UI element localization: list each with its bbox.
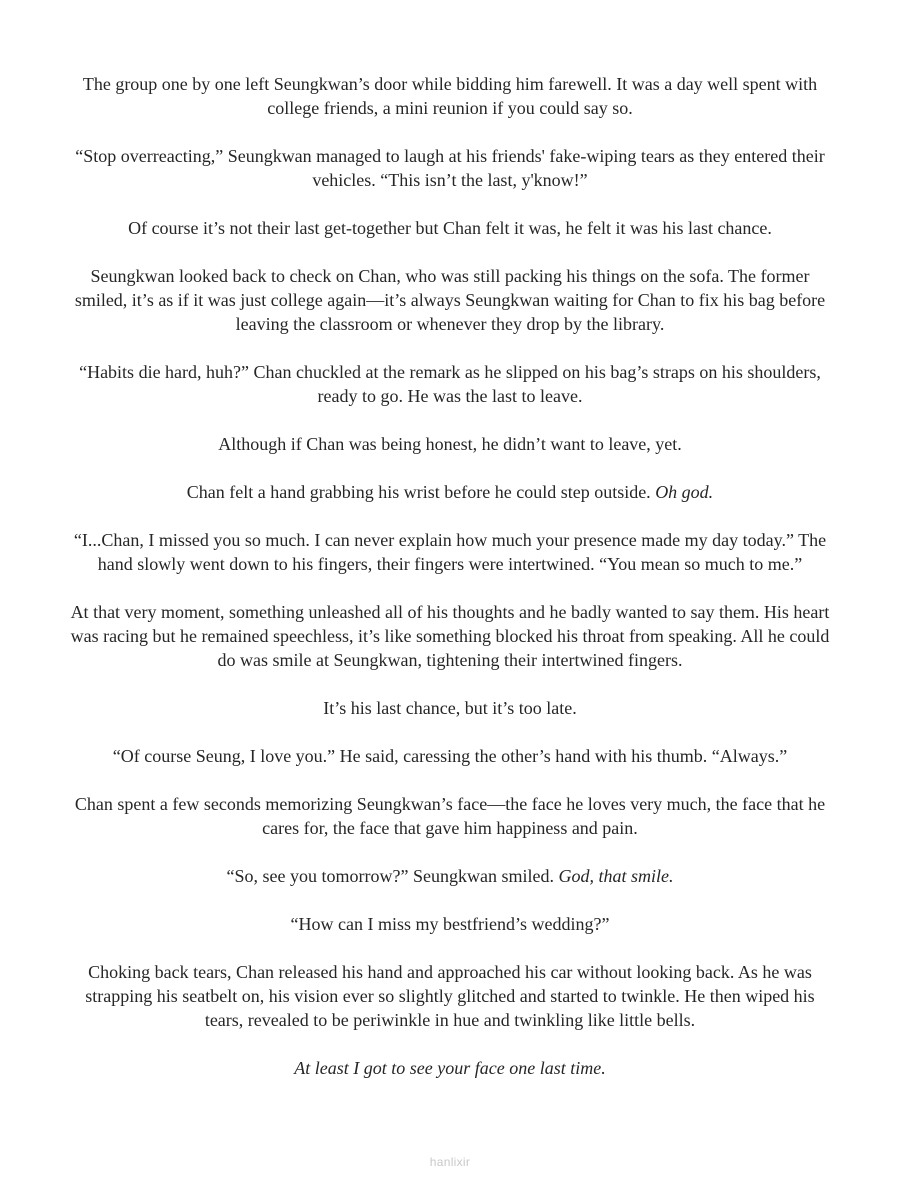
paragraph-2: “Stop overreacting,” Seungkwan managed to laugh at his friends' fake-wiping tears as they entered their vehicles. “This isn’t the last, y'know!” — [75, 146, 825, 190]
paragraph-11: “Of course Seung, I love you.” He said, caressing the other’s hand with his thumb. “Always.” — [112, 746, 788, 766]
paragraph-12: Chan spent a few seconds memorizing Seungkwan’s face—the face he loves very much, the face that he cares for, the face that gave him happiness and pain. — [74, 794, 826, 838]
paragraph-10: It’s his last chance, but it’s too late. — [323, 698, 577, 718]
paragraph-6: Although if Chan was being honest, he didn’t want to leave, yet. — [218, 434, 682, 454]
paragraph-16 — [68, 1056, 832, 1080]
paragraph-14: “How can I miss my bestfriend’s wedding?” — [290, 914, 610, 934]
story-text — [68, 72, 832, 1104]
paragraph-13: “So, see you tomorrow?” Seungkwan smiled. God, that smile. — [226, 866, 674, 886]
paragraph-3: Of course it’s not their last get-together but Chan felt it was, he felt it was his last chance. — [128, 218, 772, 238]
paragraph-8: “I...Chan, I missed you so much. I can never explain how much your presence made my day today.” The hand slowly went down to his fingers, their fingers were intertwined. “You mean so much to me.” — [73, 530, 827, 574]
italic-thought: Oh god. — [655, 482, 714, 502]
italic-closing-line: At least I got to see your face one last time. — [294, 1058, 606, 1078]
italic-thought: God, that smile. — [558, 866, 674, 886]
paragraph-5: “Habits die hard, huh?” Chan chuckled at the remark as he slipped on his bag’s straps on his shoulders, ready to go. He was the last to leave. — [79, 362, 821, 406]
paragraph-7: Chan felt a hand grabbing his wrist before he could step outside. Oh god. — [186, 482, 714, 502]
author-watermark: hanlixir — [429, 1155, 471, 1169]
paragraph-4: Seungkwan looked back to check on Chan, who was still packing his things on the sofa. The former smiled, it’s as if it was just college again—it’s always Seungkwan waiting for Chan to fix his bag before leaving the classroom or whenever they drop by the library. — [74, 266, 826, 334]
paragraph-15: Choking back tears, Chan released his hand and approached his car without looking back. As he was strapping his seatbelt on, his vision ever so slightly glitched and started to twinkle. He then wiped his tears, revealed to be periwinkle in hue and twinkling like little bells. — [85, 962, 815, 1030]
paragraph-9: At that very moment, something unleashed all of his thoughts and he badly wanted to say them. His heart was racing but he remained speechless, it’s like something blocked his throat from speaking. All he could do was smile at Seungkwan, tightening their intertwined fingers. — [70, 602, 830, 670]
paragraph-1: The group one by one left Seungkwan’s door while bidding him farewell. It was a day well spent with college friends, a mini reunion if you could say so. — [82, 74, 818, 118]
